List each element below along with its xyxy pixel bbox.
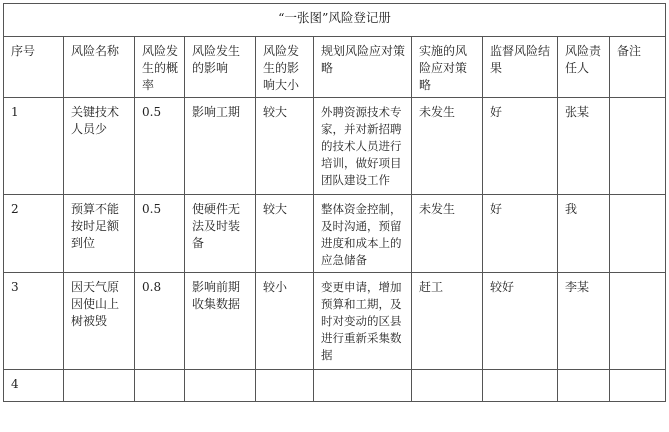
table-cell: [610, 370, 666, 402]
table-cell: 好: [483, 98, 558, 195]
header-cell: 备注: [610, 37, 666, 98]
table-cell: [558, 370, 610, 402]
header-cell: 风险责任人: [558, 37, 610, 98]
table-cell: [64, 370, 135, 402]
header-cell: 风险发生的影响大小: [256, 37, 314, 98]
table-cell: 预算不能按时足额到位: [64, 195, 135, 273]
table-row: [4, 273, 666, 370]
header-cell: 风险发生的概率: [135, 37, 185, 98]
table-cell: 0.8: [135, 273, 185, 370]
header-cell: 序号: [4, 37, 64, 98]
table-cell: 因天气原因使山上树被毁: [64, 273, 135, 370]
table-cell: [610, 273, 666, 370]
header-cell: 规划风险应对策略: [314, 37, 412, 98]
header-row: [4, 37, 666, 98]
table-cell: 4: [4, 370, 64, 402]
title-row: [4, 4, 666, 37]
header-cell: 风险名称: [64, 37, 135, 98]
table-cell: 外聘资源技术专家，并对新招聘的技术人员进行培训，做好项目团队建设工作: [314, 98, 412, 195]
table-cell: 影响工期: [185, 98, 256, 195]
table-cell: [610, 195, 666, 273]
table-cell: 赶工: [412, 273, 483, 370]
table-cell: 未发生: [412, 195, 483, 273]
table-cell: 3: [4, 273, 64, 370]
table-cell: [256, 370, 314, 402]
table-title: “一张图”风险登记册: [4, 4, 666, 37]
table-cell: [610, 98, 666, 195]
table-cell: 变更申请，增加预算和工期，及时对变动的区县进行重新采集数据: [314, 273, 412, 370]
table-cell: 张某: [558, 98, 610, 195]
table-cell: 较小: [256, 273, 314, 370]
table-cell: 较大: [256, 98, 314, 195]
table-cell: 使硬件无法及时装备: [185, 195, 256, 273]
table-cell: [314, 370, 412, 402]
header-cell: 实施的风险应对策略: [412, 37, 483, 98]
header-cell: 风险发生的影响: [185, 37, 256, 98]
table-cell: 未发生: [412, 98, 483, 195]
table-cell: 我: [558, 195, 610, 273]
table-cell: 2: [4, 195, 64, 273]
table-cell: 影响前期收集数据: [185, 273, 256, 370]
risk-register-table: [3, 3, 666, 402]
table-cell: [483, 370, 558, 402]
table-cell: 0.5: [135, 98, 185, 195]
table-cell: [135, 370, 185, 402]
table-cell: 好: [483, 195, 558, 273]
table-row: [4, 195, 666, 273]
table-cell: 较大: [256, 195, 314, 273]
table-cell: 关键技术人员少: [64, 98, 135, 195]
table-cell: 较好: [483, 273, 558, 370]
table-cell: [412, 370, 483, 402]
table-row: [4, 98, 666, 195]
table-cell: 0.5: [135, 195, 185, 273]
table-cell: 李某: [558, 273, 610, 370]
table-cell: [185, 370, 256, 402]
header-cell: 监督风险结果: [483, 37, 558, 98]
table-row: [4, 370, 666, 402]
table-cell: 整体资金控制，及时沟通，预留进度和成本上的应急储备: [314, 195, 412, 273]
table-cell: 1: [4, 98, 64, 195]
